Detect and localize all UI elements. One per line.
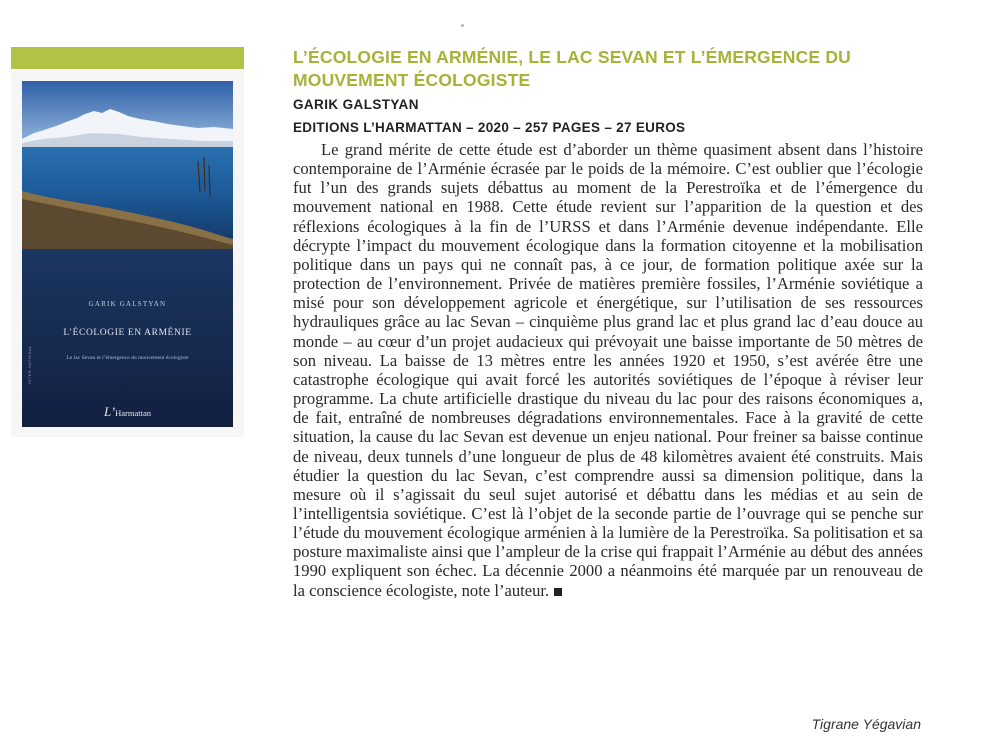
book-cover-frame bbox=[11, 71, 244, 437]
page-marker-dot bbox=[461, 24, 464, 27]
publisher-logo-mark: L’ bbox=[104, 404, 116, 419]
book-cover bbox=[22, 81, 233, 427]
end-of-article-mark bbox=[554, 588, 562, 596]
cover-subtitle: Le lac Sevan et l’émergence du mouvement écologiste bbox=[66, 355, 189, 361]
cover-title: L’ÉCOLOGIE EN ARMÉNIE bbox=[63, 328, 192, 338]
cover-collection-label: INTER-NATIONAL bbox=[27, 345, 32, 384]
cover-photo-lake-sevan bbox=[22, 81, 233, 427]
review-body-text: Le grand mérite de cette étude est d’aborder un thème quasiment absent dans l’histoire contemporaine de l’Arménie écrasée par le poids de la mémoire. C’est oublier que l’écologie fut l’un des grands sujets débattus au moment de la Perestroïka et de l’émergence du mouvement national en 1988. Cette étude revient sur l’apparition de la question et des réflexions écologiques à la fin de l’URSS et dans l’Arménie devenue indépendante. Elle décrypte l’impact du mouvement écologique dans la formation citoyenne et la mobilisation politique dans un pays qui ne connaît pas, à ce jour, de formation politique axée sur la protection de l’environnement. Privée de matières première fossiles, l’Arménie soviétique a misé pour son développement agricole et énergétique, sur l’utilisation de ses ressources hydrauliques grâce au lac Sevan – cinquième plus grand lac et plus grand lac d’eau douce au monde – au cœur d’un projet audacieux qui prévoyait une baisse importante de 50 mètres de son niveau. La baisse de 13 mètres entre les années 1920 et 1950, s’est avérée être une catastrophe écologique qui avait forcé les autorités soviétiques de l’époque à réviser leur programme. La chute artificielle drastique du niveau du lac pour des raisons économiques a, de fait, entraîné de nombreuses dégradations environnementales. Face à la gravité de cette situation, la cause du lac Sevan est devenue un enjeu national. Pour freiner sa baisse continue de niveau, deux tunnels d’une longueur de plus de 48 kilomètres avaient été construits. Mais étudier la question du lac Sevan, c’est comprendre aussi sa dimension politique, dans la mesure où il s’agissait du seul sujet autorisé et débattu dans les médias et au sein de l’intelligentsia soviétique. C’est là l’objet de la seconde partie de l’ouvrage qui se penche sur l’étude du mouvement écologique arménien à la lumière de la Perestroïka. Sa politisation et sa posture maximaliste ainsi que l’ampleur de la crise qui frappait l’Arménie au début des années 1990 expliquent son échec. La décennie 2000 a néanmoins été marquée par un renouveau de la conscience écologiste, note l’auteur. bbox=[293, 140, 923, 600]
review-heading: L’ÉCOLOGIE EN ARMÉNIE, LE LAC SEVAN ET L’ÉMERGENCE DU MOUVEMENT ÉCOLOGISTE bbox=[293, 47, 852, 90]
section-color-bar bbox=[11, 47, 244, 69]
publisher-logo-text: Harmattan bbox=[115, 408, 151, 418]
review-signature: Tigrane Yégavian bbox=[811, 716, 921, 732]
cover-author: GARIK GALSTYAN bbox=[88, 300, 167, 308]
book-author: GARIK GALSTYAN bbox=[293, 97, 419, 112]
cover-publisher-logo bbox=[22, 404, 233, 420]
publication-details: EDITIONS L’HARMATTAN – 2020 – 257 PAGES – 27 EUROS bbox=[293, 120, 686, 135]
review-body bbox=[293, 140, 923, 600]
